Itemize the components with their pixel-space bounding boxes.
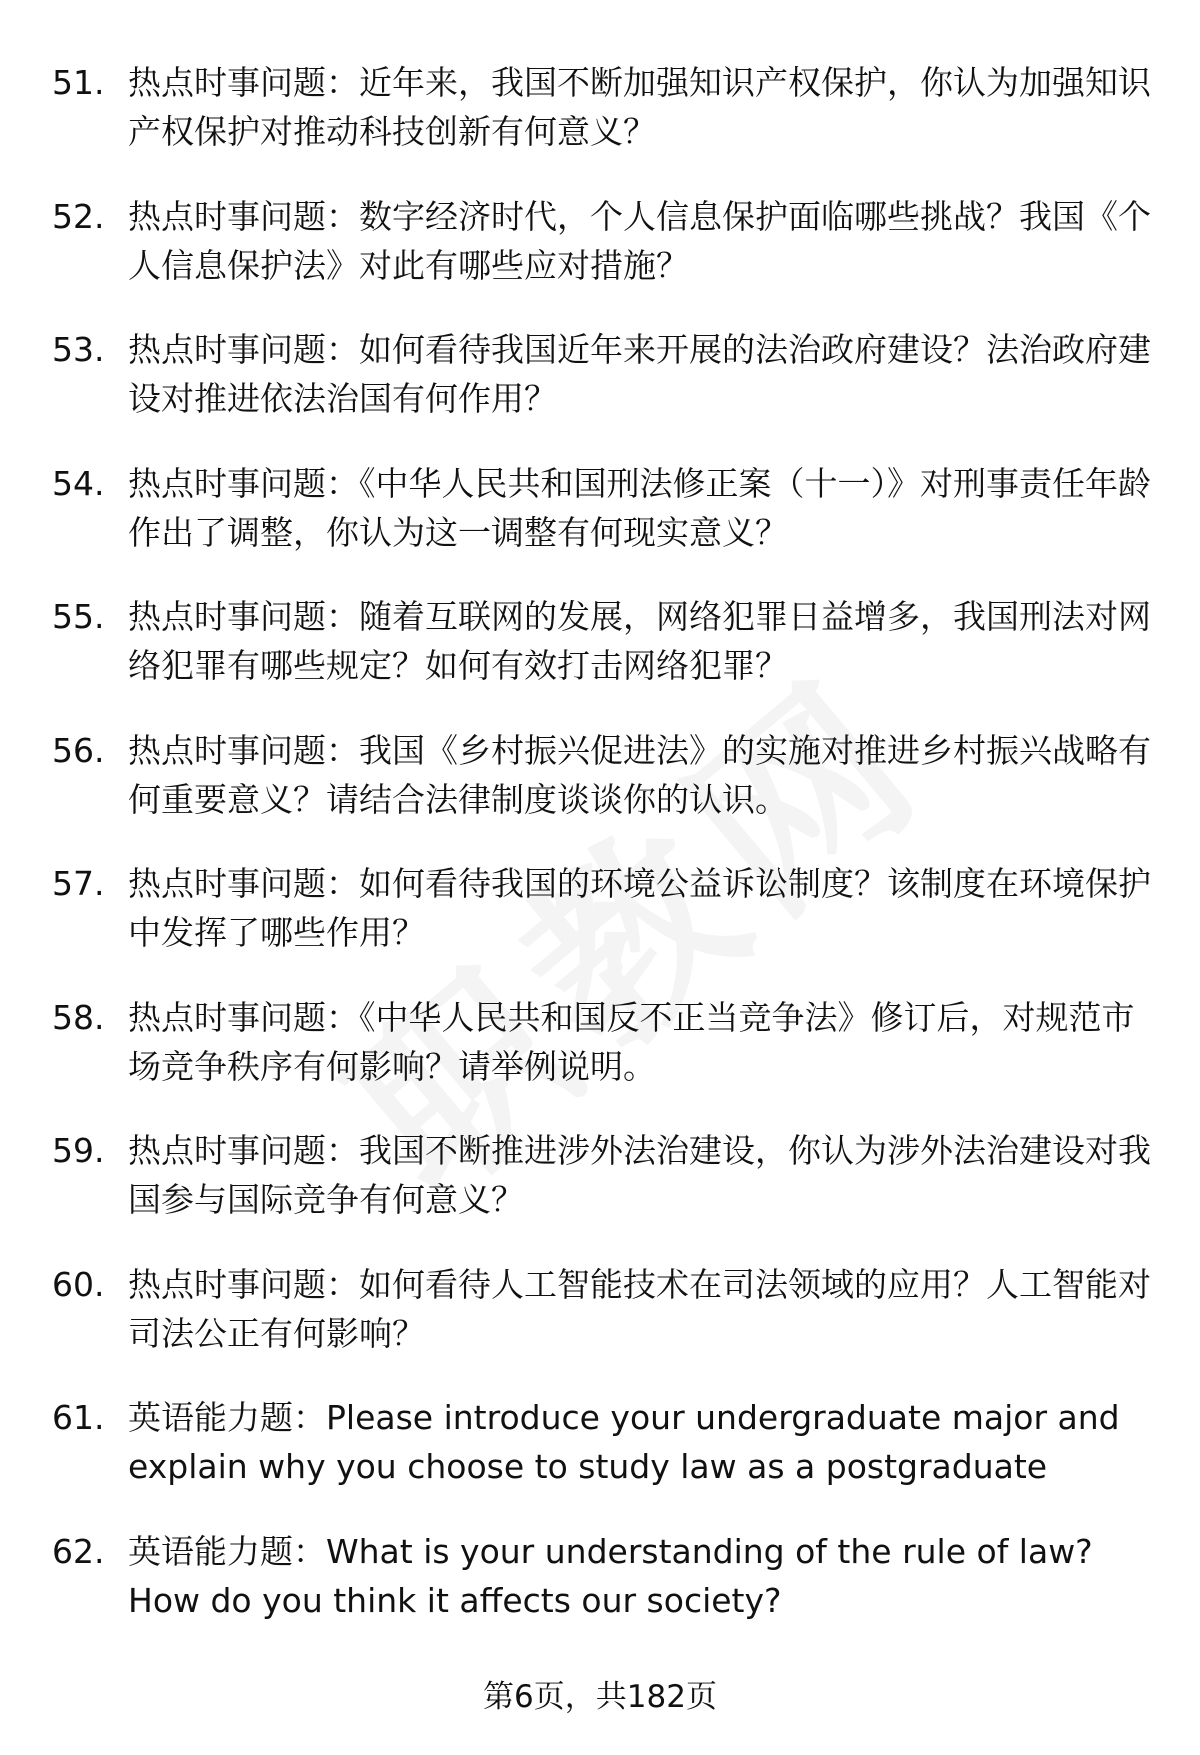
question-text: 《中华人民共和国刑法修正案（十一）》对刑事责任年龄作出了调整，你认为这一调整有何现实意义？ [128,463,1151,552]
question-text: 如何看待人工智能技术在司法领域的应用？人工智能对司法公正有何影响？ [128,1264,1151,1353]
question-text: 如何看待我国的环境公益诉讼制度？该制度在环境保护中发挥了哪些作用？ [128,864,1151,952]
question-number: 62. [52,1531,105,1571]
question-text: What is your understanding of the rule of law? How do you think it affects our society? [128,1531,1093,1620]
question-category: 热点时事问题 [128,63,326,102]
category-separator: ： [326,1131,359,1170]
question-item [52,1393,1162,1491]
question-number: 58. [52,997,105,1037]
question-item [52,1126,1162,1224]
question-item [52,1260,1162,1358]
question-text: 近年来，我国不断加强知识产权保护，你认为加强知识产权保护对推动科技创新有何意义？ [128,63,1151,151]
question-number: 60. [52,1264,105,1304]
question-number: 56. [52,730,105,770]
question-number: 55. [52,597,105,636]
question-number: 52. [52,196,105,236]
question-number: 59. [52,1131,105,1170]
question-category: 英语能力题 [128,1531,293,1571]
question-body [128,1393,1162,1491]
question-item [52,726,1162,824]
question-text: 数字经济时代，个人信息保护面临哪些挑战？我国《个人信息保护法》对此有哪些应对措施？ [128,196,1151,285]
question-body [128,592,1162,690]
question-category: 英语能力题 [128,1398,293,1437]
question-text: 我国不断推进涉外法治建设，你认为涉外法治建设对我国参与国际竞争有何意义？ [128,1131,1151,1219]
category-separator: ： [326,730,359,770]
question-body [128,859,1162,957]
question-body [128,993,1162,1091]
category-separator: ： [293,1398,326,1437]
question-text: 《中华人民共和国反不正当竞争法》修订后，对规范市场竞争秩序有何影响？请举例说明。 [128,997,1135,1086]
category-separator: ： [326,1264,359,1304]
question-item [52,192,1162,290]
question-category: 热点时事问题 [128,597,326,636]
page-number-footer: 第6页，共182页 [483,1679,717,1715]
question-text: 随着互联网的发展，网络犯罪日益增多，我国刑法对网络犯罪有哪些规定？如何有效打击网络犯罪？ [128,597,1151,685]
question-body [128,726,1162,824]
question-body [128,459,1162,557]
question-number: 51. [52,63,105,102]
question-category: 热点时事问题 [128,864,326,903]
question-text: 我国《乡村振兴促进法》的实施对推进乡村振兴战略有何重要意义？请结合法律制度谈谈你的认识。 [128,730,1151,819]
question-item [52,459,1162,557]
category-separator: ： [326,463,359,503]
question-item [52,58,1162,156]
category-separator: ： [326,597,359,636]
question-number: 61. [52,1398,105,1437]
question-category: 热点时事问题 [128,730,326,770]
question-body [128,192,1162,290]
question-body [128,1260,1162,1358]
question-category: 热点时事问题 [128,1131,326,1170]
question-item [52,325,1162,423]
question-text: 如何看待我国近年来开展的法治政府建设？法治政府建设对推进依法治国有何作用？ [128,330,1151,418]
question-list [52,58,1162,1660]
question-body [128,1527,1162,1625]
question-number: 54. [52,463,105,503]
question-body [128,325,1162,423]
question-number: 53. [52,330,105,369]
category-separator: ： [326,330,359,369]
question-text: Please introduce your undergraduate major and explain why you choose to study law as a postgraduate [128,1398,1120,1486]
category-separator: ： [326,196,359,236]
question-category: 热点时事问题 [128,1264,326,1304]
question-body [128,1126,1162,1224]
question-category: 热点时事问题 [128,330,326,369]
category-separator: ： [326,864,359,903]
category-separator: ： [293,1531,326,1571]
question-body [128,58,1162,156]
question-item [52,993,1162,1091]
question-number: 57. [52,864,105,903]
question-category: 热点时事问题 [128,463,326,503]
category-separator: ： [326,63,359,102]
question-category: 热点时事问题 [128,997,326,1037]
category-separator: ： [326,997,359,1037]
question-item [52,1527,1162,1625]
question-category: 热点时事问题 [128,196,326,236]
question-item [52,859,1162,957]
question-item [52,592,1162,690]
